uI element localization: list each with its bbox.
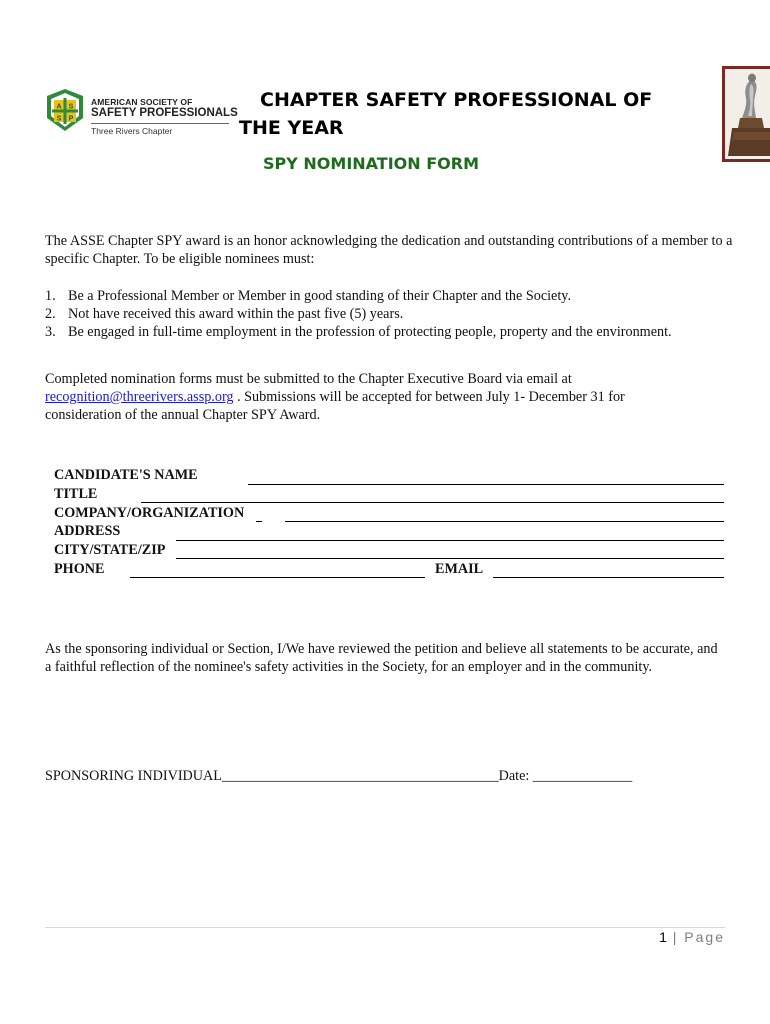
phone-label: PHONE bbox=[54, 561, 105, 577]
badge-letter: P bbox=[68, 115, 74, 123]
company-line[interactable] bbox=[285, 521, 724, 522]
sponsoring-individual-blank[interactable]: _______________________________________ bbox=[221, 768, 499, 784]
phone-line[interactable] bbox=[130, 577, 425, 578]
email-line[interactable] bbox=[493, 577, 724, 578]
candidate-name-label: CANDIDATE'S NAME bbox=[54, 467, 198, 483]
recognition-email-link[interactable]: recognition@threerivers.assp.org bbox=[45, 389, 234, 405]
page-word: Page bbox=[684, 929, 725, 945]
logo-divider bbox=[91, 123, 229, 124]
footer-separator: | bbox=[666, 929, 685, 945]
list-text: Be engaged in full-time employment in the profession of protecting people, property and the environment. bbox=[68, 324, 672, 340]
list-item bbox=[45, 323, 672, 341]
list-item bbox=[45, 305, 672, 323]
badge-letter: S bbox=[68, 103, 74, 111]
assp-logo bbox=[45, 88, 240, 140]
form-subtitle: SPY NOMINATION FORM bbox=[263, 154, 480, 173]
page-footer bbox=[659, 929, 725, 945]
sponsoring-individual-label: SPONSORING INDIVIDUAL bbox=[45, 768, 222, 784]
list-item bbox=[45, 287, 672, 305]
address-label: ADDRESS bbox=[54, 523, 121, 539]
logo-chapter: Three Rivers Chapter bbox=[91, 126, 173, 136]
footer-divider bbox=[45, 927, 725, 928]
list-text: Be a Professional Member or Member in good standing of their Chapter and the Society. bbox=[68, 288, 572, 304]
page-number: 1 bbox=[659, 929, 667, 945]
page-title: CHAPTER SAFETY PROFESSIONAL OF THE YEAR bbox=[239, 89, 653, 139]
logo-org-line1: AMERICAN SOCIETY OF bbox=[91, 97, 193, 107]
submission-text-after: . Submissions will be accepted for between July 1- December 31 for consideration of the annual Chapter SPY Award. bbox=[45, 389, 625, 423]
title-line[interactable] bbox=[141, 502, 724, 503]
date-blank[interactable]: ______________ bbox=[532, 768, 633, 784]
list-number: 2. bbox=[45, 306, 56, 322]
badge-letter: A bbox=[56, 103, 62, 111]
title-label: TITLE bbox=[54, 486, 98, 502]
company-label-underline bbox=[256, 521, 262, 522]
list-number: 1. bbox=[45, 288, 56, 304]
badge-letter: S bbox=[56, 115, 62, 123]
assp-badge-icon bbox=[45, 88, 85, 132]
city-state-zip-label: CITY/STATE/ZIP bbox=[54, 542, 166, 558]
city-state-zip-line[interactable] bbox=[176, 558, 724, 559]
signature-row bbox=[45, 768, 632, 785]
candidate-name-line[interactable] bbox=[248, 484, 724, 485]
email-label: EMAIL bbox=[435, 561, 484, 577]
list-text: Not have received this award within the past five (5) years. bbox=[68, 306, 404, 322]
trophy-icon bbox=[722, 66, 770, 162]
sponsor-statement: As the sponsoring individual or Section, I/We have reviewed the petition and believe all statements to be accurate, and a faithful reflection of the nominee's safety activities in the Society, for an employer and in the community. bbox=[45, 641, 718, 675]
submission-paragraph bbox=[45, 370, 685, 424]
list-number: 3. bbox=[45, 324, 56, 340]
intro-paragraph: The ASSE Chapter SPY award is an honor acknowledging the dedication and outstanding contributions of a member to a specific Chapter. To be eligible nominees must: bbox=[45, 233, 733, 267]
date-label: Date: bbox=[498, 768, 533, 784]
address-line[interactable] bbox=[176, 540, 724, 541]
submission-text: Completed nomination forms must be submitted to the Chapter Executive Board via email at bbox=[45, 371, 572, 387]
eligibility-list bbox=[45, 287, 672, 341]
logo-org-line2: SAFETY PROFESSIONALS bbox=[91, 107, 238, 119]
company-label: COMPANY/ORGANIZATION bbox=[54, 505, 245, 521]
